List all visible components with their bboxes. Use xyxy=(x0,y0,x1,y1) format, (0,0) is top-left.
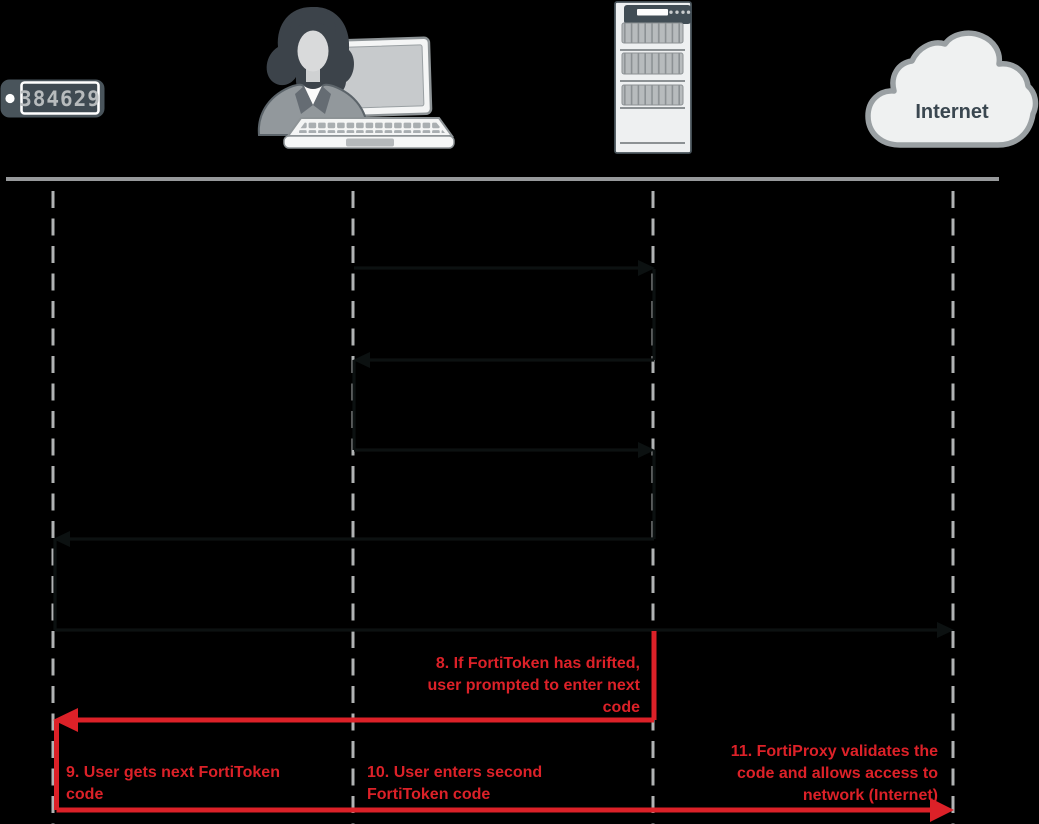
step-8-line-3: code xyxy=(602,699,640,716)
step-8-line-2: user prompted to enter next xyxy=(427,677,640,694)
step-10-label xyxy=(367,762,542,806)
message-arrows-black xyxy=(53,260,954,638)
step-11-label xyxy=(731,741,938,807)
step-9-line-1: 9. User gets next FortiToken xyxy=(66,764,280,781)
step-10-line-2: FortiToken code xyxy=(367,786,491,803)
step-11-line-2: code and allows access to xyxy=(737,765,938,782)
token-code: 384629 xyxy=(19,87,101,111)
step-8-label xyxy=(428,653,640,719)
step-8-line-1: 8. If FortiToken has drifted, xyxy=(435,655,640,672)
step-9-label xyxy=(66,762,280,806)
step-11-line-1: 11. FortiProxy validates the xyxy=(730,743,938,760)
internet-label: Internet xyxy=(915,101,989,123)
lifelines xyxy=(53,191,953,824)
step-11-line-3: network (Internet) xyxy=(802,787,938,804)
step-9-line-2: code xyxy=(66,786,104,803)
step-10-line-1: 10. User enters second xyxy=(367,764,543,781)
arrowhead-right xyxy=(937,622,954,638)
